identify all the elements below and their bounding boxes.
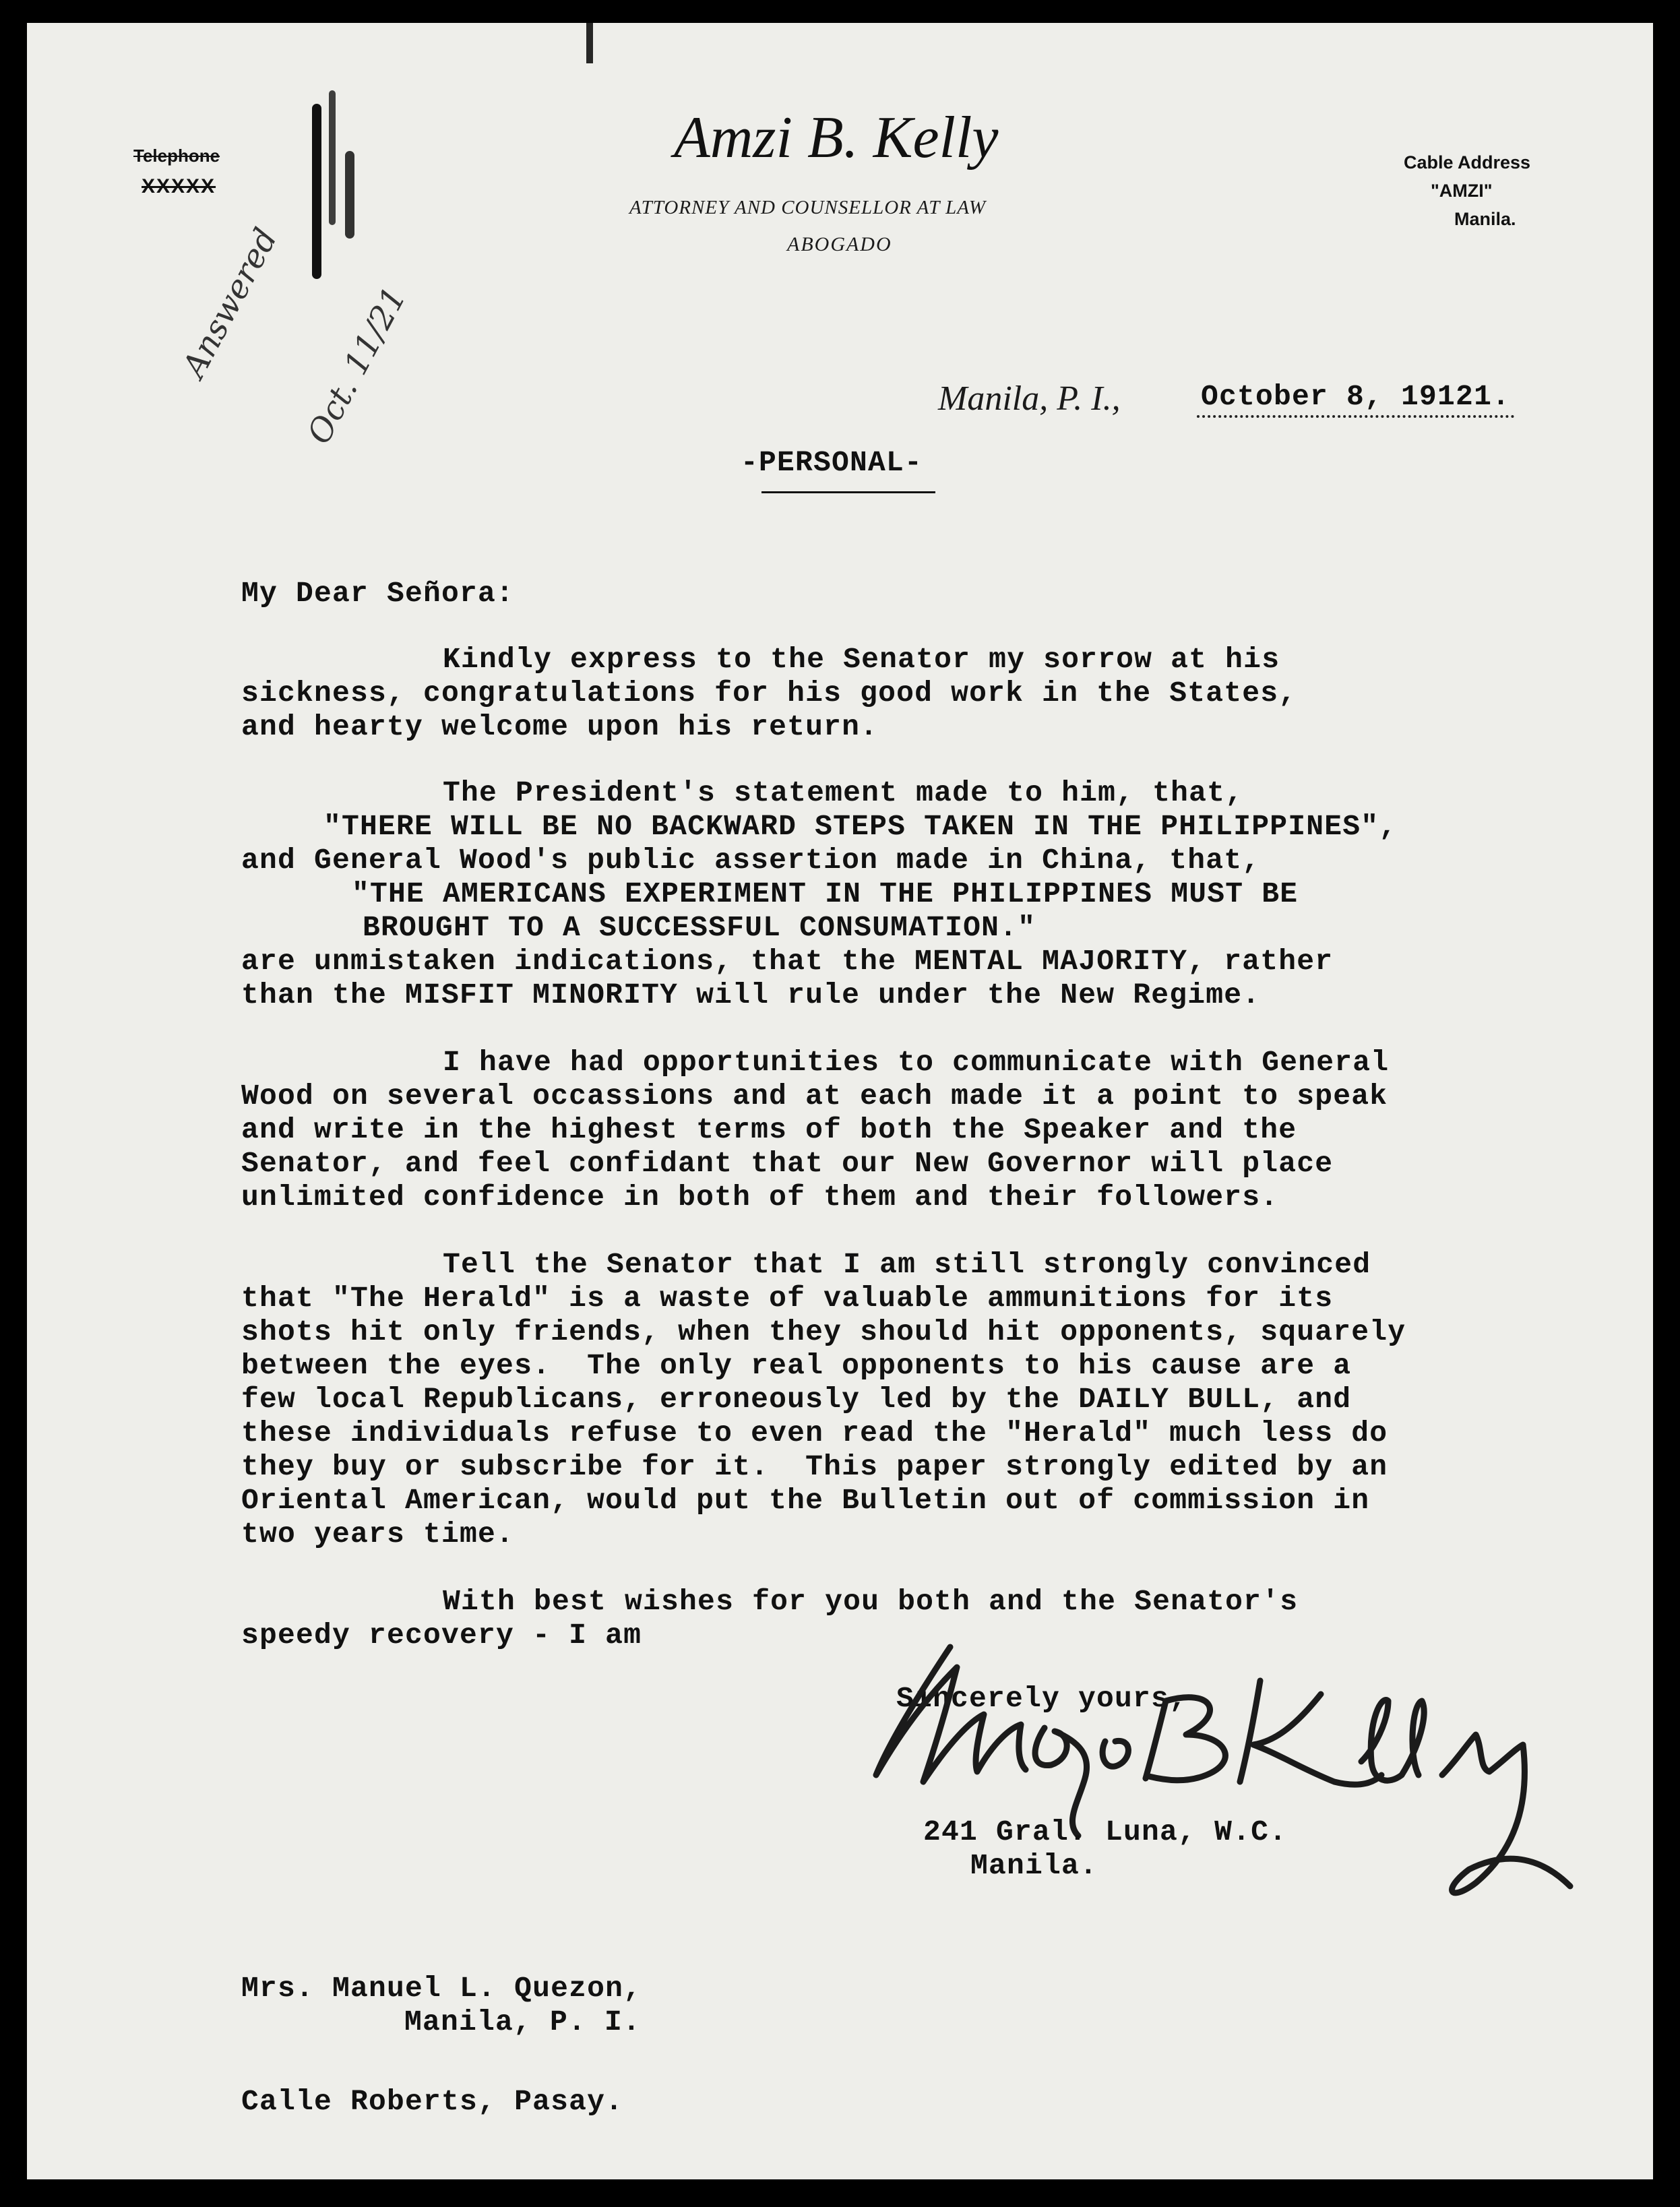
- telephone-label: Telephone: [133, 146, 220, 166]
- signature-stroke: [1146, 1698, 1225, 1780]
- body-line: The President's statement made to him, that,: [443, 776, 1244, 809]
- handwritten-note-line: Oct. 11/21: [300, 281, 414, 450]
- body-line: they buy or subscribe for it. This paper strongly edited by an: [241, 1450, 1388, 1483]
- signature: [849, 1627, 1577, 1923]
- signature-stroke: [876, 1647, 1026, 1782]
- handwritten-note: [88, 168, 501, 497]
- body-line: few local Republicans, erroneously led by the DAILY BULL, and: [241, 1383, 1352, 1416]
- letterhead-subtitle: ABOGADO: [787, 233, 892, 255]
- body-line: "THE AMERICANS EXPERIMENT IN THE PHILIPPINES MUST BE: [352, 877, 1299, 910]
- body-line: unlimited confidence in both of them and their followers.: [241, 1181, 1279, 1214]
- body-line: shots hit only friends, when they should hit opponents, squarely: [241, 1315, 1406, 1348]
- telephone-number: XXXXX: [142, 175, 216, 197]
- body-line: Kindly express to the Senator my sorrow at his: [443, 643, 1280, 676]
- signature-stroke: [1240, 1681, 1381, 1784]
- sender-address-line: 241 Gral. Luna, W.C.: [923, 1815, 1288, 1848]
- body-line: sickness, congratulations for his good work in the States,: [241, 677, 1297, 710]
- date-place: Manila, P. I.,: [938, 379, 1121, 418]
- scan-mark: [345, 151, 354, 239]
- body-line: two years time.: [241, 1518, 515, 1551]
- letterhead-title: ATTORNEY AND COUNSELLOR AT LAW: [629, 197, 987, 218]
- body-line: Wood on several occassions and at each made it a point to speak: [241, 1080, 1388, 1113]
- body-line: "THERE WILL BE NO BACKWARD STEPS TAKEN IN THE PHILIPPINES",: [323, 810, 1398, 843]
- body-line: With best wishes for you both and the Senator's: [443, 1585, 1299, 1618]
- body-line: than the MISFIT MINORITY will rule under the New Regime.: [241, 978, 1261, 1012]
- body-line: are unmistaken indications, that the MENTAL MAJORITY, rather: [241, 945, 1334, 978]
- personal-heading: -PERSONAL-: [741, 446, 923, 479]
- date-typed: October 8, 19121.: [1197, 380, 1514, 418]
- heading-underline: [761, 491, 935, 493]
- body-line: Senator, and feel confidant that our New Governor will place: [241, 1147, 1334, 1180]
- recipient-line: Mrs. Manuel L. Quezon,: [241, 1972, 642, 2005]
- signature-stroke: [1442, 1735, 1570, 1893]
- salutation: My Dear Señora:: [241, 577, 515, 610]
- body-line: Tell the Senator that I am still strongly convinced: [443, 1248, 1371, 1281]
- body-line: I have had opportunities to communicate with General: [443, 1046, 1390, 1079]
- body-line: these individuals refuse to even read the "Herald" much less do: [241, 1417, 1388, 1450]
- body-line: Oriental American, would put the Bulletin out of commission in: [241, 1484, 1370, 1517]
- letter-page: [27, 23, 1653, 2179]
- cable-address-city: Manila.: [1454, 209, 1516, 229]
- signature-stroke: [1361, 1700, 1424, 1780]
- body-line: BROUGHT TO A SUCCESSFUL CONSUMATION.": [363, 911, 1036, 944]
- sender-address-line: Manila.: [970, 1849, 1098, 1882]
- scan-mark: [329, 90, 336, 225]
- valediction: Sincerely yours,: [896, 1682, 1188, 1715]
- signature-stroke: [1102, 1741, 1128, 1766]
- scan-mark: [586, 23, 593, 63]
- cable-address-code: "AMZI": [1431, 181, 1493, 201]
- body-line: and write in the highest terms of both the Speaker and the: [241, 1113, 1297, 1146]
- body-line: and General Wood's public assertion made in China, that,: [241, 844, 1261, 877]
- handwritten-note-line: Answered: [175, 222, 285, 384]
- body-line: that "The Herald" is a waste of valuable ammunitions for its: [241, 1282, 1334, 1315]
- recipient-line: Calle Roberts, Pasay.: [241, 2085, 624, 2118]
- body-line: speedy recovery - I am: [241, 1619, 642, 1652]
- recipient-line: Manila, P. I.: [404, 2006, 642, 2039]
- cable-address-label: Cable Address: [1404, 152, 1531, 173]
- body-line: between the eyes. The only real opponents to his cause are a: [241, 1349, 1352, 1382]
- body-line: and hearty welcome upon his return.: [241, 710, 879, 743]
- letterhead-name: Amzi B. Kelly: [674, 105, 999, 170]
